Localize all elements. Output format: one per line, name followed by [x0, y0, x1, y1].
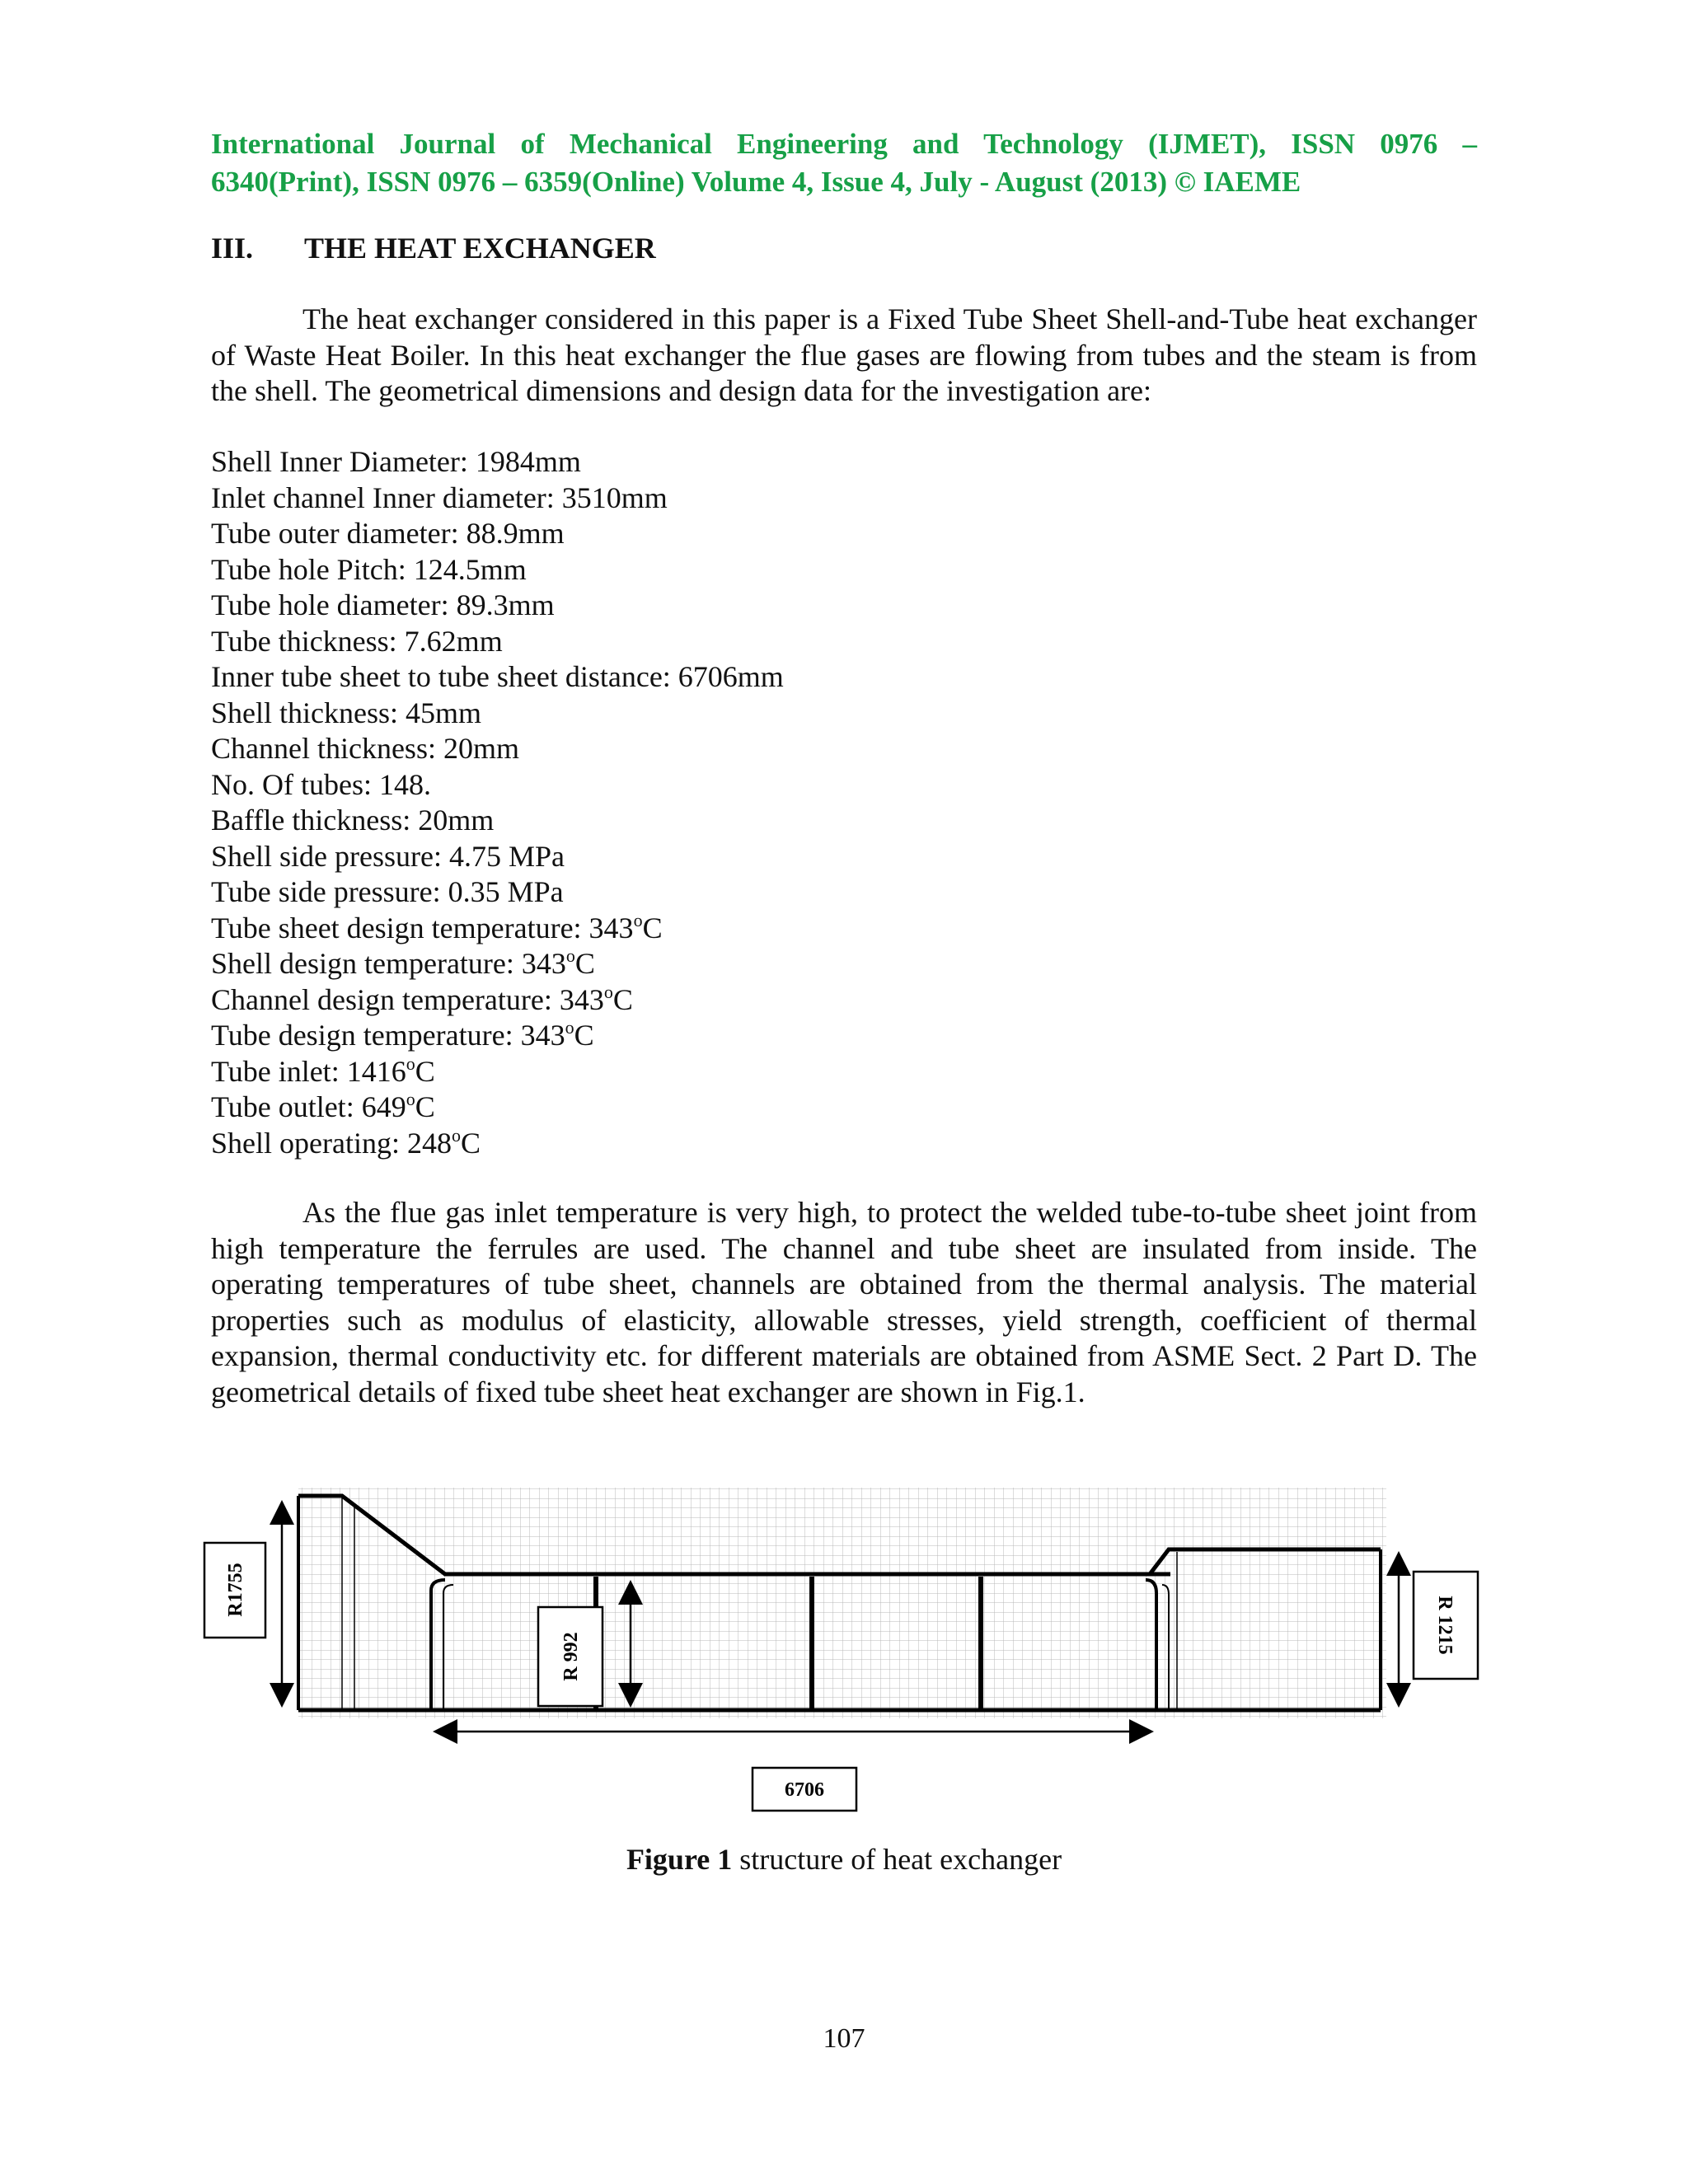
spec-item — [211, 1054, 784, 1090]
spec-unit: C — [642, 911, 663, 944]
spec-text: No. Of tubes: 148. — [211, 767, 431, 801]
spec-item — [211, 696, 784, 732]
spec-text: Baffle thickness: 20mm — [211, 804, 495, 837]
label-left-box — [204, 1543, 265, 1638]
heat-exchanger-figure — [198, 1479, 1500, 1834]
figure-caption-text: structure of heat exchanger — [732, 1843, 1062, 1876]
spec-item — [211, 552, 784, 588]
label-length: 6706 — [785, 1779, 824, 1801]
degree-symbol: o — [451, 1124, 461, 1146]
spec-text: Inlet channel Inner diameter: 3510mm — [211, 480, 668, 514]
spec-item — [211, 588, 784, 624]
label-left: R1755 — [225, 1563, 246, 1617]
spec-text: Tube hole Pitch: 124.5mm — [211, 552, 527, 586]
label-right: R 1215 — [1434, 1596, 1456, 1655]
spec-text: Shell design temperature: 343 — [211, 947, 566, 980]
spec-text: Channel thickness: 20mm — [211, 732, 519, 765]
spec-text: Tube side pressure: 0.35 MPa — [211, 875, 564, 908]
section-title: THE HEAT EXCHANGER — [304, 232, 656, 265]
spec-item — [211, 1018, 784, 1054]
intro-paragraph — [211, 302, 1477, 410]
spec-text: Tube thickness: 7.62mm — [211, 624, 503, 658]
spec-item — [211, 1126, 784, 1162]
spec-item — [211, 516, 784, 552]
spec-item — [211, 982, 784, 1019]
spec-item — [211, 803, 784, 839]
spec-item — [211, 874, 784, 911]
spec-text: Shell thickness: 45mm — [211, 696, 481, 729]
ferrule-paragraph — [211, 1195, 1477, 1410]
spec-unit: C — [574, 947, 595, 980]
spec-unit: C — [460, 1126, 481, 1160]
figure-caption-label: Figure 1 — [626, 1843, 733, 1876]
spec-text: Tube sheet design temperature: 343 — [211, 911, 634, 944]
spec-text: Tube outlet: 649 — [211, 1090, 406, 1123]
degree-symbol: o — [603, 981, 613, 1002]
label-right-box — [1414, 1572, 1478, 1679]
design-data-list — [211, 444, 784, 1161]
section-number: III. — [211, 232, 254, 265]
degree-symbol: o — [406, 1052, 415, 1074]
grid-background — [298, 1488, 1386, 1718]
degree-symbol: o — [406, 1089, 415, 1109]
spec-text: Tube design temperature: 343 — [211, 1019, 565, 1052]
journal-header-line2: 6340(Print), ISSN 0976 – 6359(Online) Volume 4, Issue 4, July - August (2013) © IAEME — [211, 166, 1301, 198]
spec-item — [211, 946, 784, 982]
spec-text: Tube inlet: 1416 — [211, 1054, 406, 1088]
spec-item — [211, 480, 784, 517]
spec-text: Inner tube sheet to tube sheet distance: 6706mm — [211, 660, 784, 693]
figure-caption — [0, 1842, 1688, 1877]
spec-item — [211, 731, 784, 767]
spec-text: Tube outer diameter: 88.9mm — [211, 517, 565, 550]
spec-unit: C — [415, 1054, 435, 1088]
label-middle: R 992 — [560, 1632, 582, 1681]
spec-item — [211, 839, 784, 875]
journal-header-line1: International Journal of Mechanical Engineering and Technology (IJMET), ISSN 0976 – — [211, 128, 1477, 160]
spec-item — [211, 767, 784, 804]
spec-text: Shell operating: 248 — [211, 1126, 452, 1160]
spec-item — [211, 911, 784, 947]
spec-text: Shell Inner Diameter: 1984mm — [211, 445, 581, 478]
degree-symbol: o — [565, 945, 575, 966]
spec-unit: C — [415, 1090, 435, 1123]
degree-symbol: o — [565, 1017, 574, 1038]
degree-symbol: o — [633, 909, 643, 930]
section-heading — [211, 231, 656, 265]
intro-paragraph-text: The heat exchanger considered in this paper is a Fixed Tube Sheet Shell-and-Tube heat exchanger of Waste Heat Boiler. In this heat exchanger the flue gases are flowing from tubes and the steam is from the shell. The geometrical dimensions and design data for the investigation are: — [211, 302, 1477, 407]
spec-item — [211, 624, 784, 660]
journal-header — [211, 125, 1477, 201]
spec-text: Channel design temperature: 343 — [211, 982, 604, 1016]
spec-item — [211, 659, 784, 696]
label-length-box — [753, 1768, 856, 1811]
ferrule-paragraph-text: As the flue gas inlet temperature is very high, to protect the welded tube-to-tube sheet joint from high temperature the ferrules are used. The channel and tube sheet are insulated from inside. The operating temperatures of tube sheet, channels are obtained from the thermal analysis. The material properties such as modulus of elasticity, allowable stresses, yield strength, coefficient of thermal expansion, thermal conductivity etc. for different materials are obtained from ASME Sect. 2 Part D. The geometrical details of fixed tube sheet heat exchanger are shown in Fig.1. — [211, 1196, 1477, 1408]
spec-text: Tube hole diameter: 89.3mm — [211, 588, 555, 621]
page-number: 107 — [823, 2023, 865, 2054]
spec-unit: C — [612, 982, 633, 1016]
label-middle-box — [538, 1607, 603, 1706]
spec-text: Shell side pressure: 4.75 MPa — [211, 839, 565, 873]
spec-item — [211, 1090, 784, 1126]
spec-unit: C — [574, 1019, 594, 1052]
spec-item — [211, 444, 784, 480]
